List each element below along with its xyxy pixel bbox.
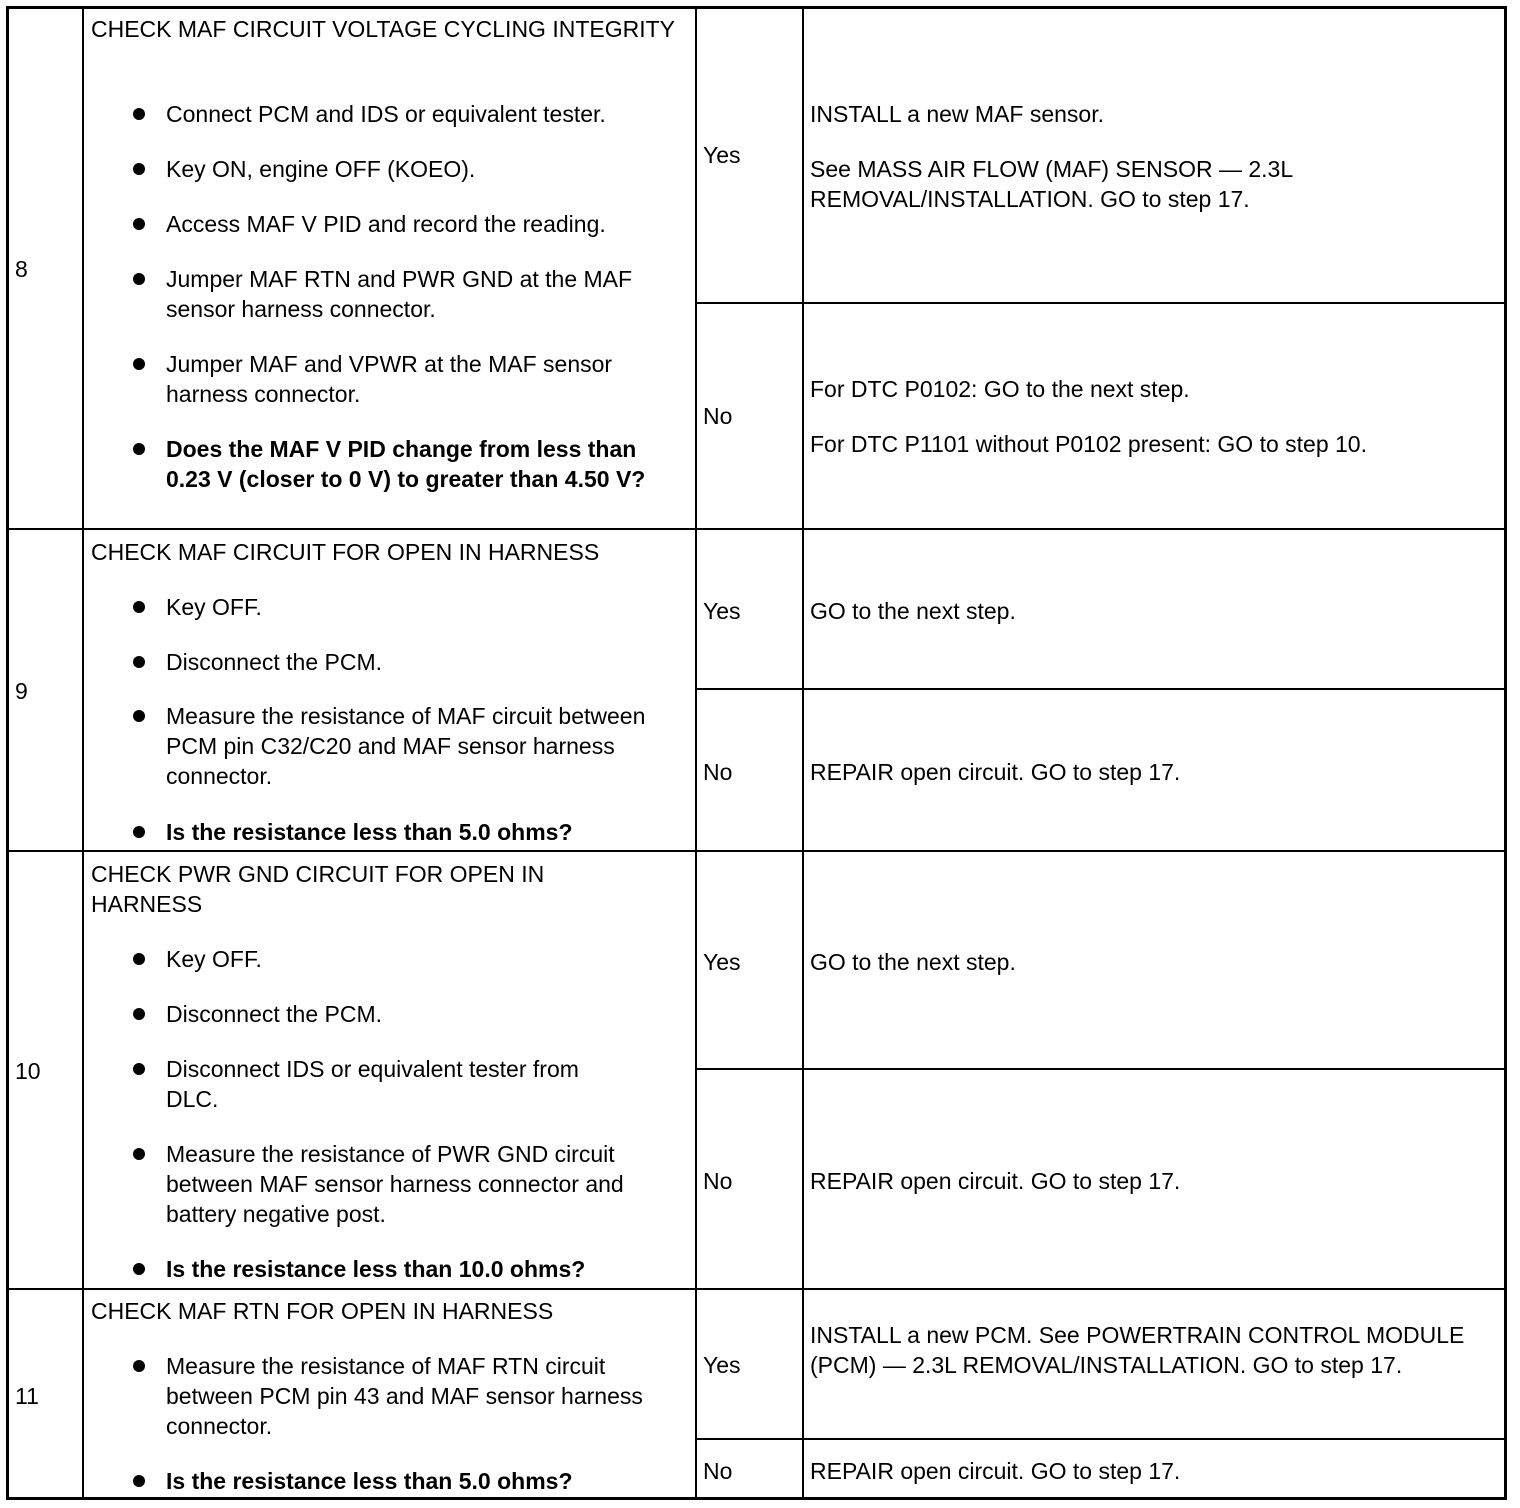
row-divider: [9, 1288, 1504, 1290]
column-divider: [82, 9, 84, 1497]
step-bullet: Disconnect the PCM.: [166, 647, 686, 677]
step-bullet: Measure the resistance of MAF RTN circuit between PCM pin 43 and MAF sensor harness connector.: [166, 1351, 686, 1441]
no-label: No: [703, 1168, 733, 1194]
yes-label: Yes: [703, 949, 741, 975]
step-title: CHECK MAF CIRCUIT VOLTAGE CYCLING INTEGRITY: [91, 16, 676, 42]
step-number: 11: [15, 1383, 39, 1409]
yes-no-divider: [695, 1068, 1504, 1070]
step-bullet: Key OFF.: [166, 944, 686, 974]
no-label: No: [703, 403, 733, 429]
no-action: REPAIR open circuit. GO to step 17.: [810, 1168, 1181, 1194]
no-label: No: [703, 759, 733, 785]
step-number: 8: [15, 256, 28, 282]
step-number: 9: [15, 678, 28, 704]
step-question: Is the resistance less than 5.0 ohms?: [166, 817, 686, 847]
yes-label: Yes: [703, 142, 741, 168]
step-bullet: Access MAF V PID and record the reading.: [166, 209, 686, 239]
step-bullet: Measure the resistance of MAF circuit between PCM pin C32/C20 and MAF sensor harness connector.: [166, 701, 686, 791]
yes-no-divider: [695, 688, 1504, 690]
yes-label: Yes: [703, 598, 741, 624]
column-divider: [802, 9, 804, 1497]
column-divider: [695, 9, 697, 1497]
no-action: REPAIR open circuit. GO to step 17.: [810, 759, 1181, 785]
yes-action: See MASS AIR FLOW (MAF) SENSOR — 2.3L REMOVAL/INSTALLATION. GO to step 17.: [810, 156, 1293, 212]
step-number: 10: [15, 1058, 41, 1084]
step-title: CHECK MAF CIRCUIT FOR OPEN IN HARNESS: [91, 539, 600, 565]
step-question: Does the MAF V PID change from less than 0.23 V (closer to 0 V) to greater than 4.50 V?: [166, 434, 666, 494]
step-title: CHECK PWR GND CIRCUIT FOR OPEN IN HARNESS: [91, 861, 545, 917]
step-title: CHECK MAF RTN FOR OPEN IN HARNESS: [91, 1298, 554, 1324]
step-bullet: Jumper MAF and VPWR at the MAF sensor harness connector.: [166, 349, 666, 409]
step-question: Is the resistance less than 5.0 ohms?: [166, 1466, 686, 1496]
no-label: No: [703, 1458, 733, 1484]
yes-label: Yes: [703, 1352, 741, 1378]
step-bullet: Disconnect IDS or equivalent tester from DLC.: [166, 1054, 636, 1114]
yes-no-divider: [695, 1438, 1504, 1440]
step-bullet: Key OFF.: [166, 592, 686, 622]
no-action: REPAIR open circuit. GO to step 17.: [810, 1458, 1181, 1484]
yes-action: GO to the next step.: [810, 598, 1016, 624]
step-question: Is the resistance less than 10.0 ohms?: [166, 1254, 686, 1284]
step-bullet: Disconnect the PCM.: [166, 999, 686, 1029]
step-bullet: Jumper MAF RTN and PWR GND at the MAF sensor harness connector.: [166, 264, 636, 324]
no-action: For DTC P0102: GO to the next step.: [810, 376, 1190, 402]
yes-no-divider: [695, 302, 1504, 304]
diagnostic-table: [6, 6, 1507, 1500]
step-bullet: Key ON, engine OFF (KOEO).: [166, 154, 686, 184]
no-action: For DTC P1101 without P0102 present: GO to step 10.: [810, 431, 1367, 457]
row-divider: [9, 528, 1504, 530]
yes-action: GO to the next step.: [810, 949, 1016, 975]
step-bullet: Connect PCM and IDS or equivalent tester.: [166, 99, 686, 129]
row-divider: [9, 850, 1504, 852]
yes-action: INSTALL a new PCM. See POWERTRAIN CONTROL MODULE (PCM) — 2.3L REMOVAL/INSTALLATION. GO to step 17.: [810, 1322, 1465, 1378]
step-bullet: Measure the resistance of PWR GND circuit between MAF sensor harness connector and battery negative post.: [166, 1139, 686, 1229]
yes-action: INSTALL a new MAF sensor.: [810, 101, 1105, 127]
